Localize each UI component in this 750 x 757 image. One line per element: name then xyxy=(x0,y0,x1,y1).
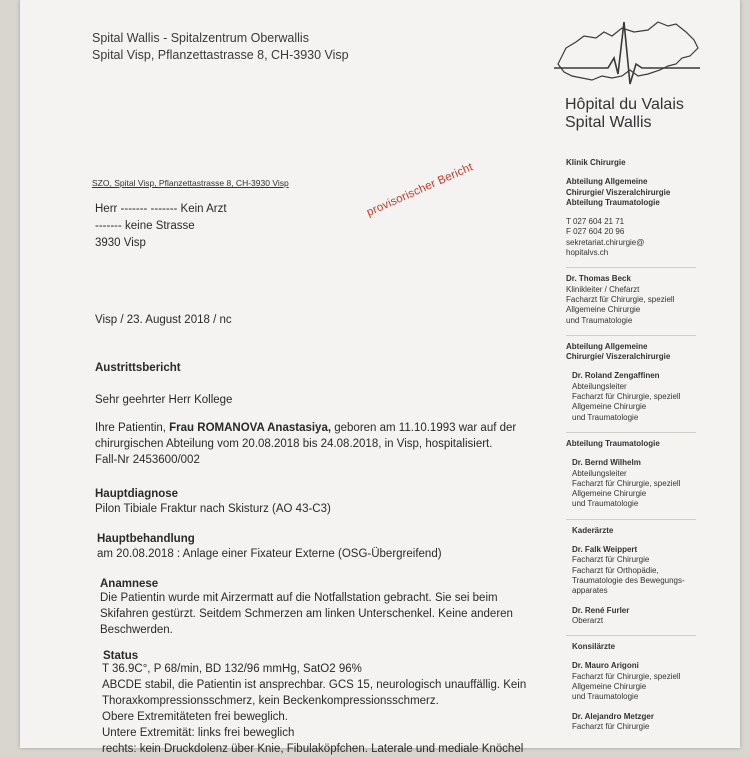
sender-line-1: Spital Wallis - Spitalzentrum Oberwallis xyxy=(92,31,309,45)
status-line-6: rechts: kein Druckdolenz über Knie, Fibulaköpfchen. Laterale und mediale Knöchel xyxy=(102,743,524,755)
diagnosis-text: Pilon Tibiale Fraktur nach Skisturz (AO 43-C3) xyxy=(95,503,331,515)
status-text xyxy=(102,661,526,757)
dept1-line-3: Abteilung Traumatologie xyxy=(566,197,660,207)
wilh-name: Dr. Bernd Wilhelm xyxy=(572,458,641,468)
status-line-5: Untere Extremität: links frei beweglich xyxy=(102,727,295,739)
beck-title-4: und Traumatologie xyxy=(566,315,633,325)
status-line-3: Thoraxkompressionsschmerz, kein Beckenkompressionsschmerz. xyxy=(102,695,439,707)
case-number: Fall-Nr 2453600/002 xyxy=(95,454,200,466)
status-line-2: ABCDE stabil, die Patientin ist ansprechbar. GCS 15, neurologisch unauffällig. Kein xyxy=(102,679,527,691)
beck-title-1: Klinikleiter / Chefarzt xyxy=(566,284,640,294)
arig-title-2: Allgemeine Chirurgie xyxy=(572,681,647,691)
letter-sheet xyxy=(20,0,740,755)
anamnesis-heading: Anamnese xyxy=(100,578,159,590)
sidebar-furler xyxy=(566,606,726,627)
furl-name: Dr. René Furler xyxy=(572,605,630,615)
sidebar-metzger xyxy=(566,712,726,733)
arig-title-3: und Traumatologie xyxy=(572,692,639,702)
phone-number: T 027 604 21 71 xyxy=(566,217,625,227)
sender-line-2: Spital Visp, Pflanzettastrasse 8, CH-3930 Visp xyxy=(92,48,349,62)
return-address: SZO, Spital Visp, Pflanzettastrasse 8, CH-3930 Visp xyxy=(92,178,289,188)
wilh-title-2: Facharzt für Chirurgie, speziell xyxy=(572,478,681,488)
intro-suffix: geboren am 11.10.1993 war auf der xyxy=(331,422,517,434)
sidebar-kader xyxy=(566,526,726,536)
beck-title-3: Allgemeine Chirurgie xyxy=(566,305,641,315)
kader-heading: Kaderärzte xyxy=(572,525,614,535)
email-line-1: sekretariat.chirurgie@ xyxy=(566,237,645,247)
date-line: Visp / 23. August 2018 / nc xyxy=(95,314,232,326)
recipient-line-1: Herr ------- ------- Kein Arzt xyxy=(95,203,227,215)
sidebar-zengaffinen xyxy=(566,371,726,422)
patient-intro xyxy=(95,420,516,468)
sidebar-beck xyxy=(566,274,726,325)
treatment-text: am 20.08.2018 : Anlage einer Fixateur Externe (OSG-Übergreifend) xyxy=(97,548,442,560)
metz-name: Dr. Alejandro Metzger xyxy=(572,711,654,721)
sidebar-wilhelm xyxy=(566,458,726,509)
zeng-title-3: Allgemeine Chirurgie xyxy=(572,402,647,412)
staff-sidebar xyxy=(566,158,726,741)
sidebar-konsil xyxy=(566,642,726,652)
intro-prefix: Ihre Patientin, xyxy=(95,422,170,434)
sidebar-divider xyxy=(566,519,696,520)
report-title: Austrittsbericht xyxy=(95,362,181,374)
weip-title-1: Facharzt für Chirurgie xyxy=(572,555,650,565)
fax-number: F 027 604 20 96 xyxy=(566,227,625,237)
weip-title-4: apparates xyxy=(572,586,608,596)
arig-title-1: Facharzt für Chirurgie, speziell xyxy=(572,671,681,681)
recipient-line-2: ------- keine Strasse xyxy=(95,220,195,232)
sidebar-arigoni xyxy=(566,661,726,702)
sidebar-departments xyxy=(566,177,726,208)
dept1-line-1: Abteilung Allgemeine xyxy=(566,177,648,187)
status-heading: Status xyxy=(103,650,139,662)
anamnesis-line-2: Skifahren gestürzt. Seitdem Schmerzen am linken Unterschenkel. Keine anderen xyxy=(100,608,513,620)
diagnosis-heading: Hauptdiagnose xyxy=(95,488,179,500)
clinic-name: Klinik Chirurgie xyxy=(566,158,626,167)
beck-name: Dr. Thomas Beck xyxy=(566,274,631,284)
sidebar-contact xyxy=(566,217,726,258)
brand-line-2: Spital Wallis xyxy=(565,114,652,131)
status-line-1: T 36.9C°, P 68/min, BD 132/96 mmHg, SatO2 96% xyxy=(102,663,362,675)
dept2-line-2: Chirurgie/ Viszeralchirurgie xyxy=(566,352,671,362)
wilh-title-1: Abteilungsleiter xyxy=(572,468,627,478)
dept1-line-2: Chirurgie/ Viszeralchirurgie xyxy=(566,187,671,197)
valais-map-ecg-logo xyxy=(552,18,702,88)
anamnesis-line-3: Beschwerden. xyxy=(100,624,173,636)
status-line-4: Obere Extremitäteten frei beweglich. xyxy=(102,711,289,723)
email-line-2: hopitalvs.ch xyxy=(566,248,609,258)
sidebar-divider xyxy=(566,267,696,268)
arig-name: Dr. Mauro Arigoni xyxy=(572,661,639,671)
anamnesis-line-1: Die Patientin wurde mit Airzermatt auf die Notfallstation gebracht. Sie sei beim xyxy=(100,592,498,604)
salutation: Sehr geehrter Herr Kollege xyxy=(95,394,233,406)
metz-title-1: Facharzt für Chirurgie xyxy=(572,721,650,731)
furl-title-1: Oberarzt xyxy=(572,615,604,625)
hospital-brand xyxy=(565,96,684,132)
wilh-title-3: Allgemeine Chirurgie xyxy=(572,489,647,499)
brand-line-1: Hôpital du Valais xyxy=(565,96,684,113)
sidebar-divider xyxy=(566,335,696,336)
sidebar-dept3 xyxy=(566,439,726,449)
sidebar-clinic xyxy=(566,158,726,168)
patient-name: Frau ROMANOVA Anastasiya, xyxy=(169,422,332,434)
sender-address xyxy=(92,30,349,64)
dept2-line-1: Abteilung Allgemeine xyxy=(566,341,648,351)
intro-line-1 xyxy=(95,420,516,436)
provisional-report-stamp: provisorischer Bericht xyxy=(365,161,475,219)
sidebar-dept2 xyxy=(566,342,726,363)
wilh-title-4: und Traumatologie xyxy=(572,499,639,509)
intro-line-2: chirurgischen Abteilung vom 20.08.2018 bis 24.08.2018, in Visp, hospitalisiert. xyxy=(95,438,493,450)
sidebar-divider xyxy=(566,432,696,433)
recipient-line-3: 3930 Visp xyxy=(95,237,146,249)
zeng-title-4: und Traumatologie xyxy=(572,412,639,422)
beck-title-2: Facharzt für Chirurgie, speziell xyxy=(566,294,675,304)
zeng-title-2: Facharzt für Chirurgie, speziell xyxy=(572,392,681,402)
treatment-heading: Hauptbehandlung xyxy=(97,533,195,545)
anamnesis-text xyxy=(100,590,513,638)
zeng-name: Dr. Roland Zengaffinen xyxy=(572,371,660,381)
zeng-title-1: Abteilungsleiter xyxy=(572,381,627,391)
sidebar-divider xyxy=(566,635,696,636)
weip-name: Dr. Falk Weippert xyxy=(572,545,638,555)
dept3-name: Abteilung Traumatologie xyxy=(566,438,660,448)
recipient-address xyxy=(95,201,227,252)
konsil-heading: Konsilärzte xyxy=(572,642,616,652)
weip-title-2: Facharzt für Orthopädie, xyxy=(572,565,659,575)
sidebar-weippert xyxy=(566,545,726,596)
weip-title-3: Traumatologie des Bewegungs- xyxy=(572,575,685,585)
